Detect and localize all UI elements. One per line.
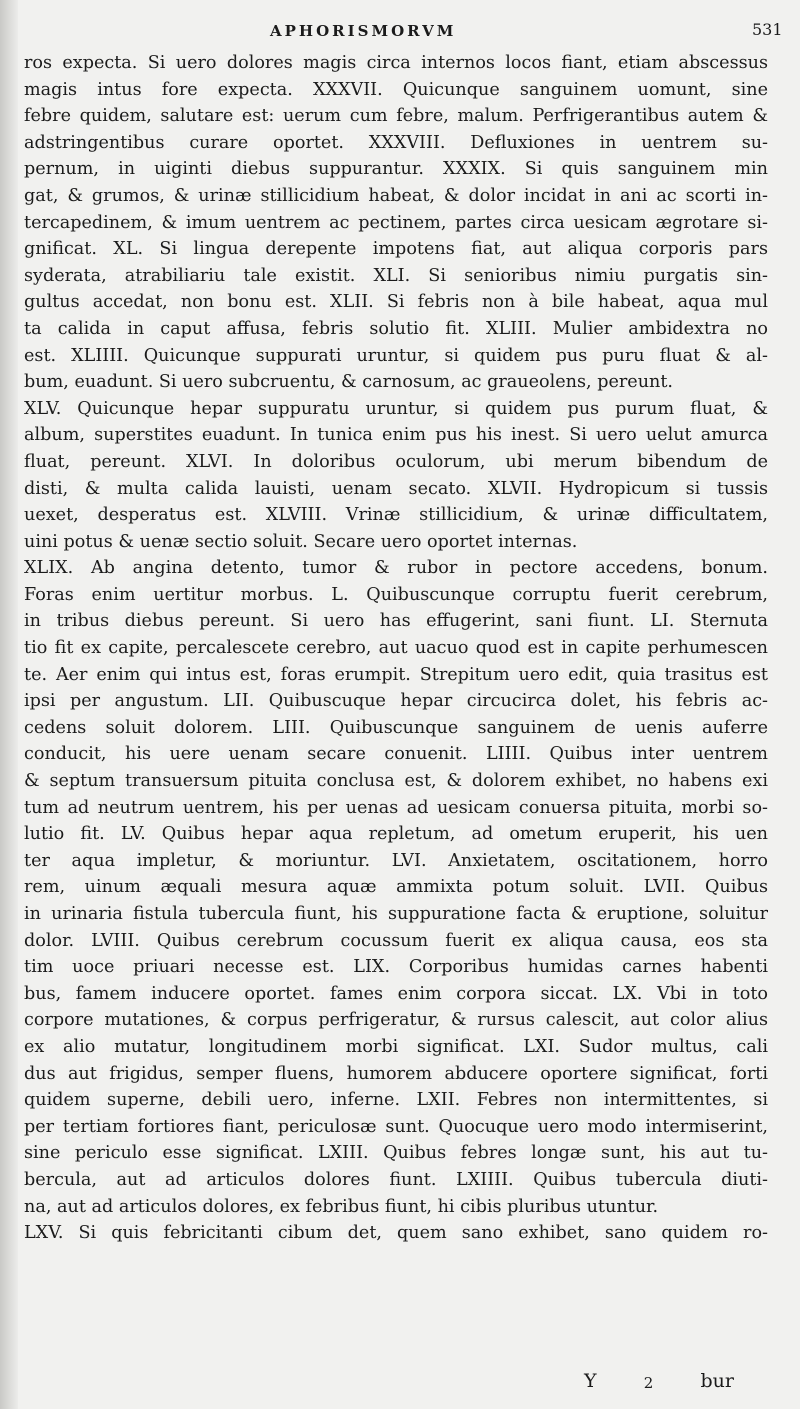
text-line: pernum, in uiginti diebus suppurantur. XXXIX. Si quis sanguinem min	[24, 159, 768, 180]
text-line: magis intus fore expecta. XXXVII. Quicunque sanguinem uomunt, sine	[24, 79, 768, 100]
text-line: ter aqua impletur, & moriuntur. LVI. Anxietatem, oscitationem, horro	[24, 850, 768, 871]
text-line: gat, & grumos, & urinæ stillicidium habeat, & dolor incidat in ani ac scorti in-	[24, 185, 768, 206]
text-line: bus, famem inducere oportet. fames enim corpora siccat. LX. Vbi in toto	[24, 983, 768, 1004]
text-line: gnificat. XL. Si lingua derepente impotens fiat, aut aliqua corporis pars	[24, 239, 768, 260]
text-line: tim uoce priuari necesse est. LIX. Corporibus humidas carnes habenti	[24, 957, 768, 978]
text-line: Foras enim uertitur morbus. L. Quibuscunque corruptu fuerit cerebrum,	[24, 584, 768, 605]
text-line: fluat, pereunt. XLVI. In doloribus oculorum, ubi merum bibendum de	[24, 451, 768, 472]
text-line: XLIX. Ab angina detento, tumor & rubor in pectore accedens, bonum.	[24, 558, 768, 579]
text-line: ex alio mutatur, longitudinem morbi significat. LXI. Sudor multus, cali	[24, 1036, 768, 1057]
text-line: cedens soluit dolorem. LIII. Quibuscunque sanguinem de uenis auferre	[24, 717, 768, 738]
text-line: per tertiam fortiores fiant, periculosæ sunt. Quocuque uero modo intermiserint,	[24, 1116, 768, 1137]
text-line: corpore mutationes, & corpus perfrigeratur, & rursus calescit, aut color alius	[24, 1010, 768, 1031]
signature-mark: Y	[584, 1370, 597, 1392]
text-line: uexet, desperatus est. XLVIII. Vrinæ stillicidium, & urinæ difficultatem,	[24, 505, 768, 526]
text-line: ipsi per angustum. LII. Quibuscuque hepar circucirca dolet, his febris ac-	[24, 691, 768, 712]
text-line: & septum transuersum pituita conclusa est, & dolorem exhibet, no habens exi	[24, 771, 768, 792]
text-line: in urinaria fistula tubercula fiunt, his suppuratione facta & eruptione, soluitur	[24, 904, 768, 924]
aphorism-text-block	[24, 50, 768, 1247]
text-line: febre quidem, salutare est: uerum cum febre, malum. Perfrigerantibus autem &	[24, 106, 768, 127]
text-line: album, superstites euadunt. In tunica enim pus his inest. Si uero uelut amurca	[24, 425, 768, 446]
text-line: dus aut frigidus, semper fluens, humorem abducere oportere significat, forti	[24, 1063, 768, 1084]
text-line: disti, & multa calida lauisti, uenam secato. XLVII. Hydropicum si tussis	[24, 478, 768, 499]
text-line: uini potus & uenæ sectio soluit. Secare uero oportet internas.	[24, 531, 578, 552]
text-line: rem, uinum æquali mesura aquæ ammixta potum soluit. LVII. Quibus	[24, 877, 768, 898]
running-head: APHORISMORVM	[270, 22, 457, 40]
text-line: tercapedinem, & imum uentrem ac pectinem, partes circa uesicam ægrotare si-	[24, 212, 768, 233]
text-line: XLV. Quicunque hepar suppuratu uruntur, si quidem pus purum fluat, &	[24, 398, 768, 419]
text-line: tum ad neutrum uentrem, his per uenas ad uesicam conuersa pituita, morbi so-	[24, 797, 768, 818]
text-line: quidem superne, debili uero, inferne. LXII. Febres non intermittentes, si	[24, 1090, 768, 1111]
text-line: te. Aer enim qui intus est, foras erumpit. Strepitum uero edit, quia trasitus est	[24, 664, 768, 685]
catchword: bur	[700, 1370, 734, 1392]
signature-line	[584, 1370, 734, 1392]
page-gutter-shadow	[0, 0, 18, 1409]
text-line: sine periculo esse significat. LXIII. Quibus febres longæ sunt, his aut tu-	[24, 1143, 768, 1164]
text-line: bercula, aut ad articulos dolores fiunt. LXIIII. Quibus tubercula diuti-	[24, 1169, 768, 1190]
text-line: LXV. Si quis febricitanti cibum det, quem sano exhibet, sano quidem ro-	[24, 1223, 768, 1244]
text-line: bum, euadunt. Si uero subcruentu, & carnosum, ac graueolens, pereunt.	[24, 372, 674, 393]
text-line: dolor. LVIII. Quibus cerebrum cocussum fuerit ex aliqua causa, eos sta	[24, 930, 768, 951]
text-line: ros expecta. Si uero dolores magis circa internos locos fiant, etiam abscessus	[24, 53, 768, 73]
text-line: ta calida in caput affusa, febris solutio fit. XLIII. Mulier ambidextra no	[24, 318, 768, 339]
text-line: adstringentibus curare oportet. XXXVIII. Defluxiones in uentrem su-	[24, 132, 768, 153]
text-line: in tribus diebus pereunt. Si uero has effugerint, sani fiunt. LI. Sternuta	[24, 611, 768, 632]
page-number: 531	[752, 20, 783, 39]
text-line: est. XLIIII. Quicunque suppurati uruntur, si quidem pus puru fluat & al-	[24, 345, 768, 366]
text-line: gultus accedat, non bonu est. XLII. Si febris non à bile habeat, aqua mul	[24, 292, 768, 313]
text-line: syderata, atrabiliariu tale existit. XLI. Si senioribus nimiu purgatis sin-	[24, 265, 768, 286]
text-line: conducit, his uere uenam secare conuenit. LIIII. Quibus inter uentrem	[24, 744, 768, 765]
signature-number: 2	[643, 1374, 654, 1392]
text-line: lutio fit. LV. Quibus hepar aqua repletum, ad ometum eruperit, his uen	[24, 824, 768, 845]
text-line: na, aut ad articulos dolores, ex febribus fiunt, hi cibis pluribus utuntur.	[24, 1196, 659, 1217]
text-line: tio fit ex capite, percalescete cerebro, aut uacuo quod est in capite perhumescen	[24, 638, 768, 659]
